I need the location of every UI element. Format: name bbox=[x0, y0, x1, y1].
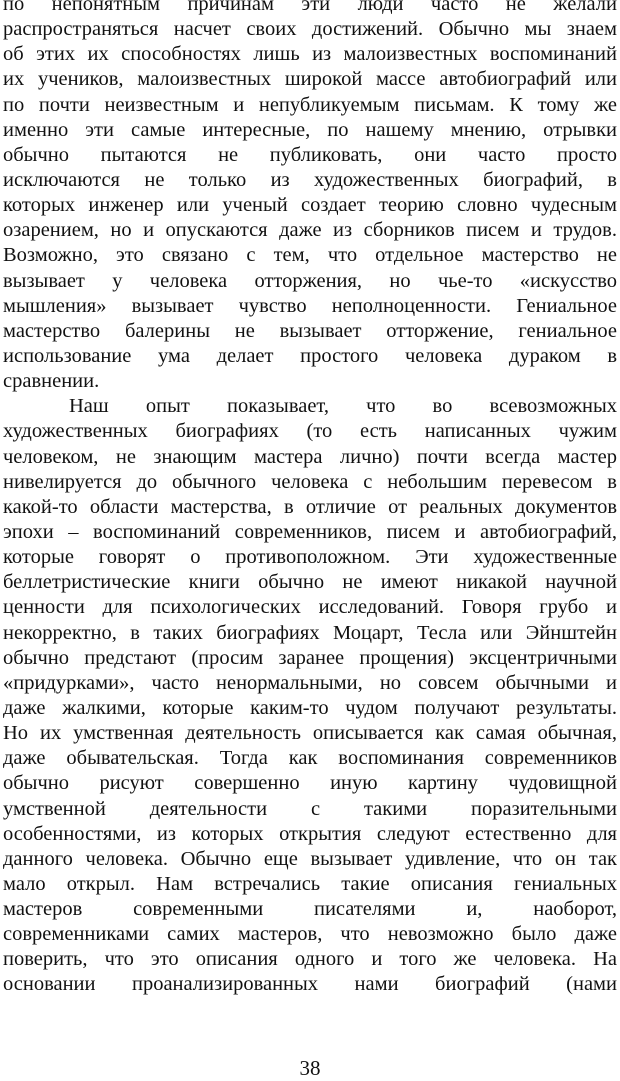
text-line: мастеров современными писателями и, наоборот, bbox=[3, 898, 617, 921]
text-line: вызывает у человека отторжения, но чье-то «искусство bbox=[3, 269, 617, 292]
text-line: по непонятным причинам эти люди часто не желали bbox=[3, 0, 617, 15]
text-line: умственной деятельности с такими поразительными bbox=[3, 797, 617, 820]
text-line: ценности для психологических исследований. Говоря грубо и bbox=[3, 596, 617, 619]
text-line: которых инженер или ученый создает теорию словно чудесным bbox=[3, 194, 617, 217]
text-line: озарением, но и опускаются даже из сборников писем и трудов. bbox=[3, 219, 617, 242]
page-number: 38 bbox=[299, 1056, 321, 1080]
paragraph-1 bbox=[3, 0, 617, 394]
text-line: использование ума делает простого человека дураком в bbox=[3, 344, 617, 367]
text-line: нивелируется до обычного человека с небольшим перевесом в bbox=[3, 470, 617, 493]
text-line: Наш опыт показывает, что во всевозможных bbox=[69, 395, 617, 418]
text-line: некорректно, в таких биографиях Моцарт, Тесла или Эйнштейн bbox=[3, 621, 617, 644]
text-line: современниками самих мастеров, что невозможно было даже bbox=[3, 923, 617, 946]
text-line: особенностями, из которых открытия следуют естественно для bbox=[3, 822, 617, 845]
paragraph-2 bbox=[3, 394, 617, 997]
text-line: какой-то области мастерства, в отличие от реальных документов bbox=[3, 495, 617, 518]
text-line: обычно предстают (просим заранее прощения) эксцентричными bbox=[3, 646, 617, 669]
text-line: об этих их способностях лишь из малоизвестных воспоминаний bbox=[3, 43, 617, 66]
text-line: данного человека. Обычно еще вызывает удивление, что он так bbox=[3, 847, 617, 870]
text-line: человеком, не знающим мастера лично) почти всегда мастер bbox=[3, 445, 617, 468]
text-line: именно эти самые интересные, по нашему мнению, отрывки bbox=[3, 118, 617, 141]
text-line: сравнении. bbox=[3, 370, 100, 393]
text-line: исключаются не только из художественных биографий, в bbox=[3, 168, 617, 191]
text-line: даже жалкими, которые каким-то чудом получают результаты. bbox=[3, 696, 617, 719]
text-line: их учеников, малоизвестных широкой массе автобиографий или bbox=[3, 68, 617, 91]
text-line: обычно пытаются не публиковать, они часто просто bbox=[3, 143, 617, 166]
text-line: которые говорят о противоположном. Эти художественные bbox=[3, 546, 617, 569]
text-line: художественных биографиях (то есть написанных чужим bbox=[3, 420, 617, 443]
text-line: даже обывательская. Тогда как воспоминания современников bbox=[3, 747, 617, 770]
text-line: Но их умственная деятельность описывается как самая обычная, bbox=[3, 722, 617, 745]
text-line: поверить, что это описания одного и того же человека. На bbox=[3, 948, 617, 971]
text-line: мастерство балерины не вызывает отторжение, гениальное bbox=[3, 319, 617, 342]
text-line: обычно рисуют совершенно иную картину чудовищной bbox=[3, 772, 617, 795]
text-line: по почти неизвестным и непубликуемым письмам. К тому же bbox=[3, 93, 617, 116]
text-line: «придурками», часто ненормальными, но совсем обычными и bbox=[3, 671, 617, 694]
text-line: мышления» вызывает чувство неполноценности. Гениальное bbox=[3, 294, 617, 317]
text-line: распространяться насчет своих достижений. Обычно мы знаем bbox=[3, 18, 617, 41]
text-line: Возможно, это связано с тем, что отдельное мастерство не bbox=[3, 244, 617, 267]
text-line: основании проанализированных нами биографий (нами bbox=[3, 973, 617, 996]
text-line: эпохи – воспоминаний современников, писем и автобиографий, bbox=[3, 520, 617, 543]
text-line: мало открыл. Нам встречались такие описания гениальных bbox=[3, 872, 617, 895]
body-text bbox=[3, 0, 617, 998]
text-line: беллетристические книги обычно не имеют никакой научной bbox=[3, 571, 617, 594]
